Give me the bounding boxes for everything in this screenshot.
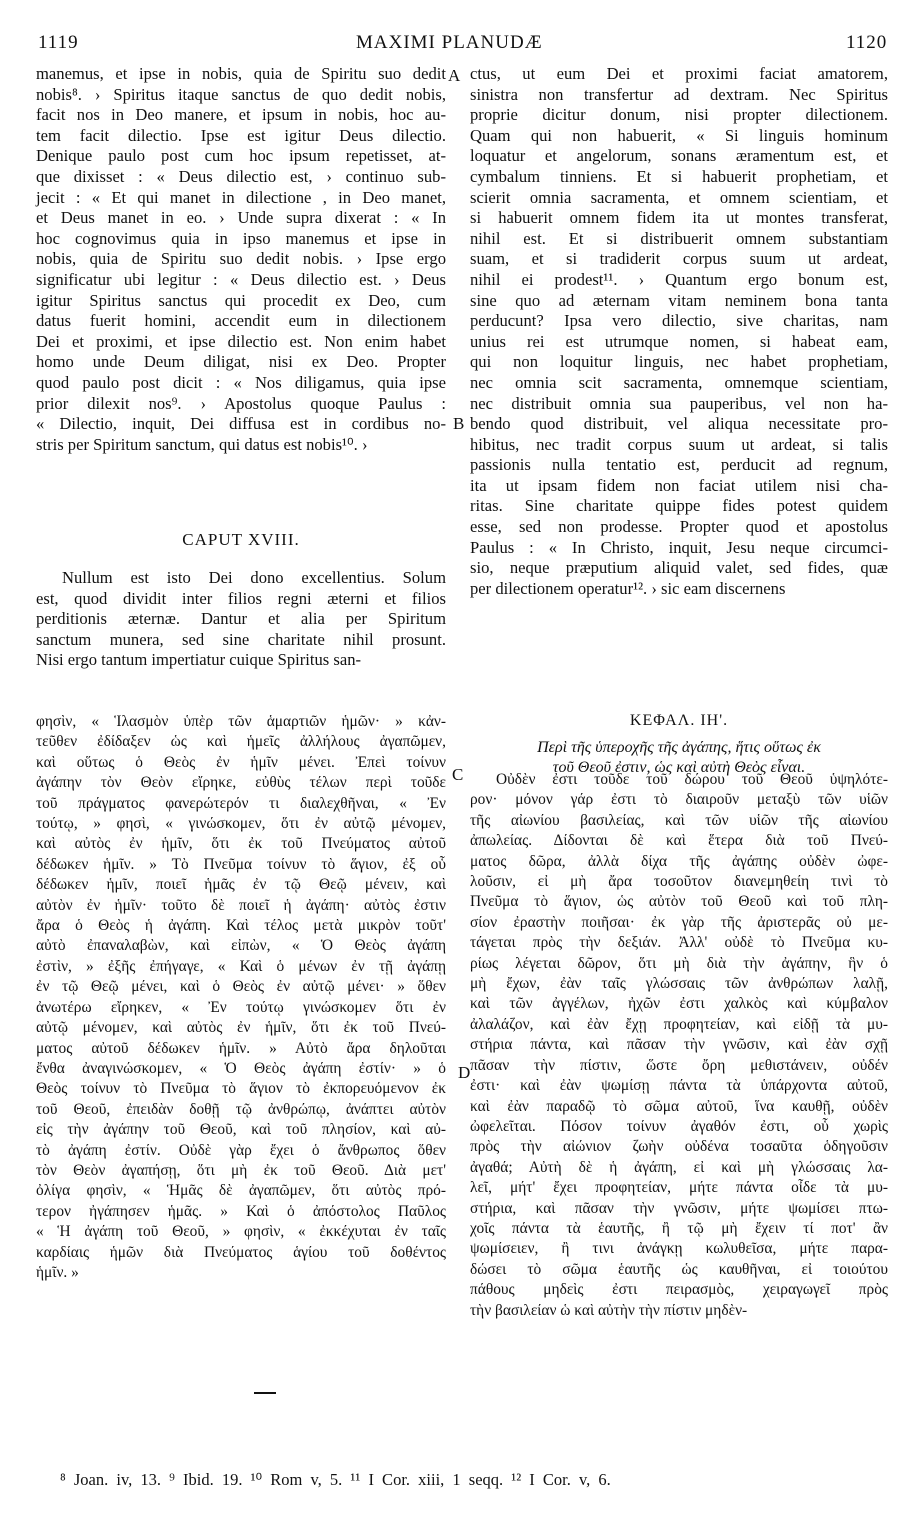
page-number-right: 1120 <box>846 32 888 53</box>
greek-left-line: τεῦθεν ἐδίδαξεν ὡς καὶ ἡμεῖς ἀλλήλους ἀγαπῶμεν, <box>36 733 446 751</box>
latin-left-line: significatur ubi legitur : « Deus dilectio est. › Deus <box>36 269 446 289</box>
latin-right-line: si habuerit omnem fidem ita ut montes transferat, <box>470 208 888 228</box>
latin-right-line: ritas. Sine charitate quippe fides potest quidem <box>470 496 888 516</box>
kephalaion-line: δώσει τὸ σῶμα ἑαυτῆς ὡς καυθῆναι, εἰ τοιούτου <box>470 1260 888 1278</box>
chapter-heading-latin: CAPUT XVIII. <box>182 530 300 549</box>
page-number-left: 1119 <box>38 32 79 53</box>
latin-right-line: per dilectionem operatur¹². › sic eam discernens <box>470 578 786 598</box>
kephalaion-line: ἀπωλείας. Δίδονται δὲ καὶ ἕτερα διὰ τοῦ Πνεύ- <box>470 832 888 850</box>
kephalaion-line: χοῖς πάντα τὰ ἑαυτῆς, ἢ τῷ μὴ ἔχειν τί ποτ' ἂν <box>470 1219 888 1237</box>
latin-left-line: prior dilexit nos⁹. › Apostolus quoque Paulus : <box>36 393 446 413</box>
latin-column-left <box>36 64 446 455</box>
latin-right-line: ita ut ipsam fidem non faciat utilem nisi cha- <box>470 475 888 495</box>
greek-left-line: τερον ἠγάπησεν ἡμᾶς. » Καὶ ὁ ἀπόστολος Παῦλος <box>36 1202 446 1220</box>
kephalaion-line: λοῦσιν, εἰ μὴ ἄρα τοσοῦτον διανεμηθείη τινὶ τὸ <box>470 873 888 891</box>
latin-left-line: hoc cognovimus quia in ipso manemus et ipse in <box>36 228 446 248</box>
latin-column-right <box>470 64 888 599</box>
kephalaion-section <box>470 712 888 778</box>
latin-right-line: nihil est. Et si distribuerit omnem substantiam <box>470 228 888 248</box>
chapter-heading-greek: ΚΕΦΑΛ. ΙΗ'. <box>629 712 729 729</box>
latin-left-line: nobis⁸. › Spiritus itaque sanctus de quo dedit nobis, <box>36 84 446 104</box>
kephalaion-line: Οὐδὲν ἐστι τοῦδε τοῦ δώρου τοῦ Θεοῦ ὑψηλότε- <box>496 771 888 788</box>
latin-right-line: cymbalum tinniens. Et si habuerit prophetiam, et <box>470 166 888 186</box>
latin-right-line: perducunt? Ipsa vero dilectio, sive charitas, nam <box>470 311 888 331</box>
kephalaion-line: στήρια, καὶ πᾶσαν τὴν γνῶσιν, μήτε ψωμίσει πτω- <box>470 1199 888 1217</box>
latin-left-line: et Deus manet in eo. › Unde supra dixerat : « In <box>36 208 446 228</box>
kephalaion-line: ἀλαλάζον, καὶ ἐὰν ἔχῃ προφητείαν, καὶ εἰδῇ τὰ μυ- <box>470 1015 888 1033</box>
chapter-subtitle-line-2: τοῦ Θεοῦ ἐστιν, ὡς καὶ αὐτὴ Θεὸς εἶναι. <box>552 759 806 776</box>
latin-right-line: proprie dicitur donum, nisi propter dilectionem. <box>470 105 888 125</box>
greek-left-line: ἔνθα ἀναγινώσκομεν, « Ὁ Θεὸς ἀγάπη ἐστίν· » ὁ <box>36 1059 446 1077</box>
section-marker-a: A <box>448 66 461 85</box>
latin-right-line: unius rei est utrumque nomen, si habeat eam, <box>470 331 888 351</box>
kephalaion-line: πρὸς τὴν αἰώνιον ζωὴν οὐδένα τοσαῦτα ὁδηγοῦσιν <box>470 1138 888 1156</box>
latin-left-line: homo unde Deum diligat, nisi ex Deo. Propter <box>36 352 446 372</box>
caput-line: perditionis æternæ. Dantur et alia per Spiritum <box>36 609 446 629</box>
kephalaion-line: τάγεται πρὸς τὴν δεξιάν. Ἀλλ' οὐδὲ τὸ Πνεῦμα κυ- <box>470 934 888 952</box>
greek-left-line: ἄρα ὁ Θεὸς ἡ ἀγάπη. Καὶ τέλος μετὰ μικρὸν τοῦτ' <box>36 917 446 935</box>
greek-left-line: τὸν Θεὸν ἀγαπήσῃ, ὅτι μὴ ἐκ τοῦ Θεοῦ. Διὰ μετ' <box>36 1161 446 1179</box>
latin-right-line: loquatur et angelorum, sonans æramentum est, et <box>470 146 888 166</box>
greek-left-line: φησὶν, « Ἱλασμὸν ὑπὲρ τῶν ἁμαρτιῶν ἡμῶν· » κἀν- <box>36 713 446 730</box>
footnotes: ⁸ Joan. iv, 13. ⁹ Ibid. 19. ¹⁰ Rom v, 5. ¹¹ I Cor. xiii, 1 seqq. ¹² I Cor. v, 6. <box>60 1470 611 1489</box>
greek-left-line: ἀγάπην τὸν Θεὸν εἴρηκε, εὐθὺς τέλων περὶ τοῦδε <box>36 774 446 792</box>
section-marker-c: C <box>452 765 464 784</box>
caput-body <box>36 568 446 671</box>
latin-right-line: Paulus : « In Christo, inquit, Jesu neque circumci- <box>470 537 888 557</box>
latin-right-line: bendo quod distribuit, vel aliqua necessitate pro- <box>470 414 888 434</box>
greek-left-line: αὐτὸ ἐπαναλαβὼν, καὶ εἰπὼν, « Ὁ Θεὸς ἀγάπη <box>36 937 446 955</box>
greek-left-line: ἡμῖν. » <box>36 1263 79 1281</box>
kephalaion-line: τῆς αἰωνίου βασιλείας, καὶ τῶν υἱῶν τῆς αἰωνίου <box>470 811 888 829</box>
latin-right-line: passionis nulla tentatio est, perducit ad regnum, <box>470 455 888 475</box>
latin-left-line: que dixisset : « Deus dilectio est, › continuo sub- <box>36 166 446 186</box>
greek-left-line: « Ἡ ἀγάπη τοῦ Θεοῦ, » φησὶν, « ἐκκέχυται ἐν ταῖς <box>36 1223 446 1241</box>
kephalaion-line: Πνεῦμα τὸ ἅγιον, ὡς αὐτὸν τοῦ Θεοῦ καὶ τοῦ πλη- <box>470 893 888 911</box>
kephalaion-line: καὶ ἐὰν παραδῷ τὸ σῶμα αὐτοῦ, ἵνα καυθῇ, οὐδὲν <box>470 1097 888 1115</box>
running-title: MAXIMI PLANUDÆ <box>356 32 543 53</box>
kephalaion-line: καὶ τῶν ἀγγέλων, ἠχῶν ἐστι χαλκὸς καὶ κύμβαλον <box>470 995 888 1013</box>
kephalaion-line: ρίως λέγεται δῶρον, ὅτι μὴ διὰ τὴν ἀγάπην, ἣν ὁ <box>470 954 888 972</box>
greek-left-line: ὀλίγα φησὶν, « Ἡμᾶς δὲ ἀγαπῶμεν, ὅτι αὐτὸς πρό- <box>36 1182 446 1200</box>
kephalaion-line: στήρια πάντα, καὶ πᾶσαν τὴν γνῶσιν, καὶ ἐὰν σχῇ <box>470 1036 888 1054</box>
kephalaion-line: λεῖ, μήτ' ἔχει προφητείαν, μήτε πάντα οἶδε τὰ μυ- <box>470 1179 888 1197</box>
latin-left-line: facit nos in Deo manere, et ipsum in nobis, hoc au- <box>36 105 446 125</box>
chapter-subtitle-line-1: Περὶ τῆς ὑπεροχῆς τῆς ἀγάπης, ἥτις οὕτως ἐκ <box>537 739 821 756</box>
greek-left-line: ματος αὐτοῦ δέδωκεν ἡμῖν. » Αὐτὸ ἄρα δηλοῦται <box>36 1039 446 1057</box>
greek-left-line: τὸ ἀγάπη ἐστίν. Οὐδὲ γὰρ ἔχει ὁ ἄνθρωπος ὅθεν <box>36 1141 446 1159</box>
latin-right-line: ctus, ut eum Dei et proximi faciat amatorem, <box>470 64 888 83</box>
caput-line: Nisi ergo tantum impertiatur cuique Spiritus san- <box>36 650 362 670</box>
greek-left-line: καὶ οὕτως ὁ Θεὸς ἐν ἡμῖν μένει. Ἐπεὶ τοίνυν <box>36 753 446 771</box>
greek-left-line: ἐστὶν, » ἐξῆς ἐπήγαγε, « Καὶ ὁ μένων ἐν τῇ ἀγάπῃ <box>36 957 446 975</box>
latin-left-line: nobis, quia de Spiritu suo dedit nobis. › Ipse ergo <box>36 249 446 269</box>
kephalaion-line: ἐστι· καὶ ἐὰν ψωμίσῃ πάντα τὰ ὑπάρχοντα αὐτοῦ, <box>470 1077 888 1095</box>
latin-right-line: esse, sed non prodesse. Propter quod et apostolus <box>470 517 888 537</box>
caput-section <box>36 530 446 550</box>
latin-left-line: igitur Spiritus sanctus qui procedit ex Deo, cum <box>36 290 446 310</box>
latin-left-line: Denique paulo post cum hoc ipsum repetisset, at- <box>36 146 446 166</box>
greek-left-line: εἰς τὴν ἀγάπην τοῦ Θεοῦ, καὶ τοῦ πλησίον, καὶ αὐ- <box>36 1121 446 1139</box>
greek-left-line: τούτῳ, » φησὶ, « γινώσκομεν, ὅτι ἐν αὐτῷ μένομεν, <box>36 815 446 833</box>
greek-left-line: καὶ αὐτὸς ἐν ἡμῖν, ὅτι ἐκ τοῦ Πνεύματος αὐτοῦ <box>36 835 446 853</box>
greek-left-line: ἀνωτέρω εἴρηκεν, « Ἐν τούτῳ γινώσκομεν ὅτι ἐν <box>36 998 446 1016</box>
greek-column-left <box>36 712 446 1283</box>
greek-left-line: αὐτῷ μένομεν, καὶ αὐτὸς ἐν ἡμῖν, ὅτι ἐκ τοῦ Πνεύ- <box>36 1019 446 1037</box>
latin-right-line: hibitus, nec tradit corpus suum ut ardeat, si talis <box>470 434 888 454</box>
caput-line: sanctum munera, sed sine charitate nihil prosunt. <box>36 629 446 649</box>
section-marker-b: B <box>453 414 465 433</box>
kephalaion-line: ματος δῶρα, ἀλλὰ δίχα τῆς ἀγάπης οὐδὲν ὠφε- <box>470 852 888 870</box>
latin-left-line: Dei et proximi, et ipse dilectio est. Non enim habet <box>36 331 446 351</box>
greek-left-line: αὐτὸν ἐν ἡμῖν· τοῦτο δὲ ποιεῖ ἡ ἀγάπη· αὐτὸς ἐστιν <box>36 896 446 914</box>
latin-right-line: suam, et si tradiderit corpus suum ut ardeat, <box>470 249 888 269</box>
greek-left-line: Θεὸς τοίνυν τὸ Πνεῦμα τὸ ἅγιον τὸ ἐκπορευόμενον ἐκ <box>36 1080 446 1098</box>
greek-left-line: δέδωκεν ἡμῖν, ποιεῖ ἡμᾶς ἐν τῷ Θεῷ μένειν, καὶ <box>36 876 446 894</box>
greek-left-line: τοῦ πράγματος φανερώτερόν τι διαλεχθῆναι, « Ἐν <box>36 794 446 812</box>
greek-left-line: δέδωκεν ἡμῖν. » Τὸ Πνεῦμα τοίνυν τὸ ἅγιον, ἐξ οὗ <box>36 855 446 873</box>
latin-right-line: sine quo ad æternam vitam neminem bona tanta <box>470 290 888 310</box>
latin-left-line: jecit : « Et qui manet in dilectione , in Deo manet, <box>36 187 446 207</box>
greek-left-line: ἐν τῷ Θεῷ μένει, καὶ ὁ Θεὸς ἐν αὐτῷ μένει· » ὅθεν <box>36 978 446 996</box>
latin-left-line: datus fuerit homini, accendit eum in dilectionem <box>36 311 446 331</box>
kephalaion-line: τὴν βασιλείαν ὡ καὶ αὐτὴν τὴν πίστιν μηδὲν- <box>470 1301 748 1319</box>
section-marker-d: D <box>458 1063 471 1082</box>
latin-left-line: « Dilectio, inquit, Dei diffusa est in cordibus no- <box>36 414 446 434</box>
greek-left-line: τοῦ Θεοῦ, ἐπειδὰν δοθῇ τῷ ἀνθρώπῳ, ἀνάπτει αὐτὸν <box>36 1100 446 1118</box>
kephalaion-line: μὴ ἔχων, ἐὰν ταῖς γλώσσαις τῶν ἀνθρώπων λαλῇ, <box>470 975 888 993</box>
kephalaion-body <box>470 770 888 1321</box>
caput-line: Nullum est isto Dei dono excellentius. Solum <box>62 568 446 587</box>
caput-line: est, quod dividit inter filios regni æterni et filios <box>36 588 446 608</box>
latin-right-line: nihil ei prodest¹¹. › Quantum ergo bonum est, <box>470 269 888 289</box>
latin-left-line: stris per Spiritum sanctum, qui datus est nobis¹⁰. › <box>36 434 368 454</box>
end-rule <box>254 1392 276 1394</box>
latin-left-line: manemus, et ipse in nobis, quia de Spiritu suo dedit <box>36 64 446 83</box>
latin-right-line: nec distribuit omnia sua pauperibus, vel non ha- <box>470 393 888 413</box>
greek-left-line: καρδίαις ἡμῶν διὰ Πνεύματος ἁγίου τοῦ δοθέντος <box>36 1243 446 1261</box>
latin-right-line: sinistra non transfertur ad dextram. Nec Spiritus <box>470 84 888 104</box>
latin-right-line: sio, neque præputium aliquid valet, sed fides, quæ <box>470 558 888 578</box>
latin-left-line: tem facit dilectio. Ipse est igitur Deus dilectio. <box>36 125 446 145</box>
kephalaion-line: σίον ἐραστὴν ποιῆσαι· ἐκ γὰρ τῆς ἀριστερᾶς οὐ με- <box>470 913 888 931</box>
latin-right-line: scierit omnia sacramenta, et omnem scientiam, et <box>470 187 888 207</box>
kephalaion-line: ψωμίσειεν, ἢ τινι ἀνάγκῃ κωλυθεῖσα, μήτε παρα- <box>470 1240 888 1258</box>
kephalaion-line: πᾶσαν τὴν πίστιν, ὥστε ὄρη μεθιστάνειν, οὐδέν <box>470 1056 888 1074</box>
kephalaion-line: ρον· μόνον γάρ ἐστι τὸ διαιροῦν μεταξὺ τῶν υἱῶν <box>470 791 888 809</box>
latin-right-line: nec omnia scit sacramenta, omnemque scientiam, <box>470 372 888 392</box>
kephalaion-line: ἀγαθά; Αὐτὴ δὲ ἡ ἀγάπη, εἰ καὶ μὴ γλώσσαις λα- <box>470 1158 888 1176</box>
latin-right-line: Quam qui non habuerit, « Si linguis hominum <box>470 125 888 145</box>
latin-left-line: quod paulo post dicit : « Nos diligamus, quia ipse <box>36 372 446 392</box>
kephalaion-line: ὠφελεῖται. Πόσον τοίνυν ἀγαθόν ἐστι, οὗ χωρὶς <box>470 1117 888 1135</box>
kephalaion-line: πάθους μηδεὶς ἐστι πειρασμὸς, χειραγωγεῖ πρὸς <box>470 1281 888 1299</box>
latin-right-line: qui non loquitur linguis, nec habet prophetiam, <box>470 352 888 372</box>
